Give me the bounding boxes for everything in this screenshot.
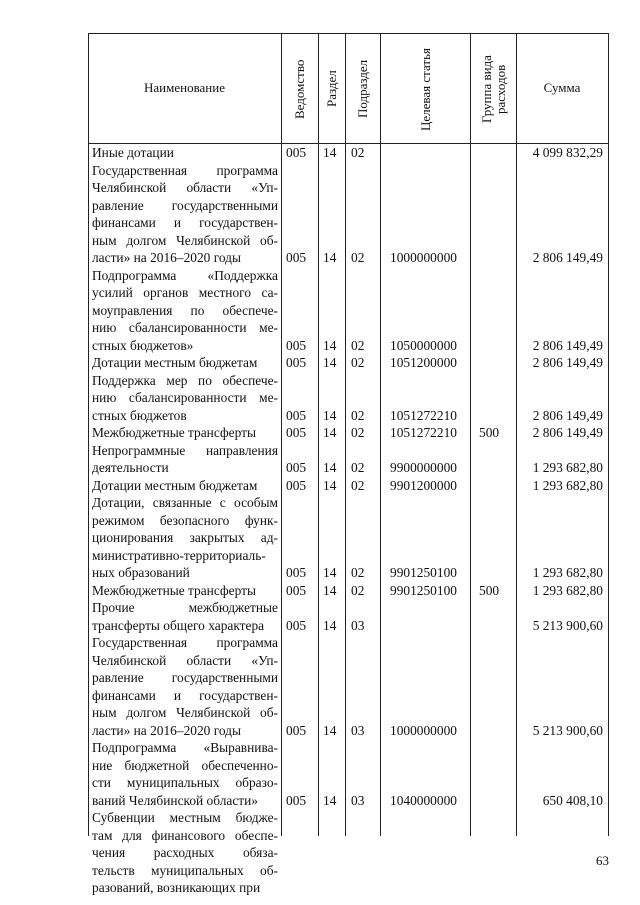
row-name-line: Межбюджетные трансферты xyxy=(92,425,256,440)
header-gruppa xyxy=(478,39,510,139)
cell-razdel: 14 xyxy=(323,565,337,580)
cell-celevaya: 1051200000 xyxy=(390,355,457,370)
table-row xyxy=(88,162,609,267)
row-name-line: Поддержка мер по обеспече- xyxy=(92,372,278,388)
header-name: Наименование xyxy=(144,80,225,95)
cell-celevaya: 1051272210 xyxy=(390,407,457,423)
cell-vedomstvo: 005 xyxy=(286,425,307,440)
table-row xyxy=(88,267,609,355)
cell-summa: 2 806 149,49 xyxy=(532,337,603,353)
row-name-line: равление государственными xyxy=(92,670,278,685)
row-name-line: ных образований xyxy=(92,565,190,580)
table-row xyxy=(88,634,609,739)
cell-razdel: 14 xyxy=(323,582,337,598)
cell-celevaya: 1040000000 xyxy=(390,792,457,808)
table-row xyxy=(88,354,609,372)
cell-celevaya: 9901250100 xyxy=(390,565,457,580)
page-number: 63 xyxy=(596,853,609,868)
cell-razdel: 14 xyxy=(323,250,337,265)
row-name-line: финансами и государствен- xyxy=(92,215,278,230)
header-gruppa-line2: расходов xyxy=(493,64,508,114)
table-row xyxy=(88,809,609,897)
cell-summa: 1 293 682,80 xyxy=(532,477,603,493)
cell-vedomstvo: 005 xyxy=(286,250,307,265)
row-name-line: моуправления по обеспече- xyxy=(92,302,278,318)
row-name-line: нию сбалансированности ме- xyxy=(92,390,278,405)
cell-vedomstvo: 005 xyxy=(286,565,307,580)
cell-razdel: 14 xyxy=(323,407,337,423)
cell-celevaya: 1000000000 xyxy=(390,722,457,738)
row-name-line: Субвенции местным бюдже- xyxy=(92,810,278,825)
row-name-line: Дотации, связанные с особым xyxy=(92,495,278,510)
cell-summa: 1 293 682,80 xyxy=(532,565,603,580)
row-name xyxy=(92,634,278,739)
cell-summa: 1 293 682,80 xyxy=(532,460,603,475)
row-name-line: там для финансового обеспе- xyxy=(92,827,278,843)
header-summa: Сумма xyxy=(543,80,581,95)
cell-celevaya: 1050000000 xyxy=(390,337,457,353)
cell-vedomstvo: 005 xyxy=(286,407,307,423)
cell-podrazdel: 02 xyxy=(351,145,365,160)
row-name-line: Челябинской области «Уп- xyxy=(92,180,278,195)
table-row xyxy=(88,494,609,582)
table-row xyxy=(88,424,609,442)
table-row xyxy=(88,144,609,162)
cell-vedomstvo: 005 xyxy=(286,337,307,353)
row-name-line: усилий органов местного са- xyxy=(92,285,278,300)
cell-podrazdel: 02 xyxy=(351,477,365,493)
table-row xyxy=(88,477,609,495)
row-name-line: стных бюджетов» xyxy=(92,337,194,353)
cell-razdel: 14 xyxy=(323,722,337,738)
row-name-line: ваний Челябинской области» xyxy=(92,792,259,808)
row-name-line: Государственная программа xyxy=(92,635,278,650)
row-name-line: режимом безопасного функ- xyxy=(92,512,278,528)
header-celevaya-statya: Целевая статья xyxy=(418,47,433,131)
cell-razdel: 14 xyxy=(323,355,337,370)
row-name-line: Подпрограмма «Поддержка xyxy=(92,267,278,283)
cell-podrazdel: 02 xyxy=(351,407,365,423)
row-name-line: стных бюджетов xyxy=(92,407,187,423)
cell-summa: 5 213 900,60 xyxy=(532,722,603,738)
cell-podrazdel: 02 xyxy=(351,425,365,440)
row-name-line: тельств муниципальных об- xyxy=(92,862,278,878)
cell-podrazdel: 03 xyxy=(351,617,365,633)
cell-celevaya: 9901200000 xyxy=(390,477,457,493)
header-razdel: Раздел xyxy=(324,70,339,108)
row-name xyxy=(92,494,278,582)
row-name-line: Прочие межбюджетные xyxy=(92,600,278,615)
table-row xyxy=(88,372,609,425)
row-name xyxy=(92,354,278,372)
row-name-line: Дотации местным бюджетам xyxy=(92,355,258,370)
row-name xyxy=(92,442,278,477)
cell-vedomstvo: 005 xyxy=(286,792,307,808)
cell-podrazdel: 03 xyxy=(351,722,365,738)
row-name xyxy=(92,477,278,495)
header-vedomstvo: Ведомство xyxy=(292,59,307,119)
row-name-line: Иные дотации xyxy=(92,145,174,160)
cell-razdel: 14 xyxy=(323,337,337,353)
cell-summa: 2 806 149,49 xyxy=(532,355,603,370)
row-name-line: разований, возникающих при xyxy=(92,880,261,895)
cell-razdel: 14 xyxy=(323,477,337,493)
row-name-line: Межбюджетные трансферты xyxy=(92,582,256,598)
row-name-line: Подпрограмма «Выравнива- xyxy=(92,740,278,755)
cell-summa: 1 293 682,80 xyxy=(532,582,603,598)
row-name xyxy=(92,809,278,897)
cell-celevaya: 9901250100 xyxy=(390,582,457,598)
cell-razdel: 14 xyxy=(323,460,337,475)
cell-summa: 650 408,10 xyxy=(542,792,603,808)
row-name-line: финансами и государствен- xyxy=(92,687,278,703)
row-name-line: Дотации местным бюджетам xyxy=(92,477,258,493)
table-row xyxy=(88,582,609,600)
row-name-line: сти муниципальных образо- xyxy=(92,775,278,790)
cell-vedomstvo: 005 xyxy=(286,145,307,160)
cell-vedomstvo: 005 xyxy=(286,617,307,633)
cell-podrazdel: 02 xyxy=(351,565,365,580)
table-row xyxy=(88,599,609,634)
row-name-line: деятельности xyxy=(92,460,169,475)
row-name-line: чения расходных обяза- xyxy=(92,845,278,860)
cell-gruppa: 500 xyxy=(479,582,500,598)
cell-razdel: 14 xyxy=(323,792,337,808)
cell-vedomstvo: 005 xyxy=(286,722,307,738)
cell-vedomstvo: 005 xyxy=(286,582,307,598)
cell-summa: 2 806 149,49 xyxy=(532,250,603,265)
cell-podrazdel: 02 xyxy=(351,460,365,475)
cell-summa: 2 806 149,49 xyxy=(532,425,603,440)
cell-podrazdel: 02 xyxy=(351,250,365,265)
cell-celevaya: 1000000000 xyxy=(390,250,457,265)
cell-vedomstvo: 005 xyxy=(286,355,307,370)
table-row xyxy=(88,739,609,809)
table-row xyxy=(88,442,609,477)
row-name xyxy=(92,144,278,162)
cell-podrazdel: 02 xyxy=(351,355,365,370)
row-name xyxy=(92,267,278,355)
row-name-line: ласти» на 2016–2020 годы xyxy=(92,250,241,265)
cell-podrazdel: 02 xyxy=(351,582,365,598)
row-name-line: Государственная программа xyxy=(92,162,278,178)
cell-razdel: 14 xyxy=(323,617,337,633)
cell-summa: 4 099 832,29 xyxy=(532,145,603,160)
row-name xyxy=(92,599,278,634)
cell-vedomstvo: 005 xyxy=(286,477,307,493)
cell-summa: 5 213 900,60 xyxy=(532,617,603,633)
cell-summa: 2 806 149,49 xyxy=(532,407,603,423)
row-name-line: Непрограммные направления xyxy=(92,442,278,458)
cell-gruppa: 500 xyxy=(479,425,500,440)
header-podrazdel: Подраздел xyxy=(355,59,370,119)
header-gruppa-line1: Группа вида xyxy=(479,55,494,123)
row-name-line: ционирования закрытых ад- xyxy=(92,530,278,545)
cell-podrazdel: 03 xyxy=(351,792,365,808)
cell-razdel: 14 xyxy=(323,425,337,440)
row-name xyxy=(92,162,278,267)
row-name-line: ние бюджетной обеспеченно- xyxy=(92,757,278,773)
row-name-line: трансферты общего характера xyxy=(92,617,265,633)
cell-podrazdel: 02 xyxy=(351,337,365,353)
cell-vedomstvo: 005 xyxy=(286,460,307,475)
row-name-line: равление государственными xyxy=(92,197,278,213)
cell-celevaya: 9900000000 xyxy=(390,460,457,475)
row-name xyxy=(92,424,278,442)
row-name xyxy=(92,372,278,425)
row-name xyxy=(92,582,278,600)
row-name-line: Челябинской области «Уп- xyxy=(92,652,278,668)
row-name-line: ным долгом Челябинской об- xyxy=(92,232,278,248)
row-name-line: ласти» на 2016–2020 годы xyxy=(92,722,241,738)
row-name-line: нию сбалансированности ме- xyxy=(92,320,278,335)
row-name-line: ным долгом Челябинской об- xyxy=(92,705,278,720)
cell-celevaya: 1051272210 xyxy=(390,425,457,440)
table-top-border xyxy=(88,33,609,34)
row-name-line: министративно-территориаль- xyxy=(92,547,266,563)
row-name xyxy=(92,739,278,809)
cell-razdel: 14 xyxy=(323,145,337,160)
